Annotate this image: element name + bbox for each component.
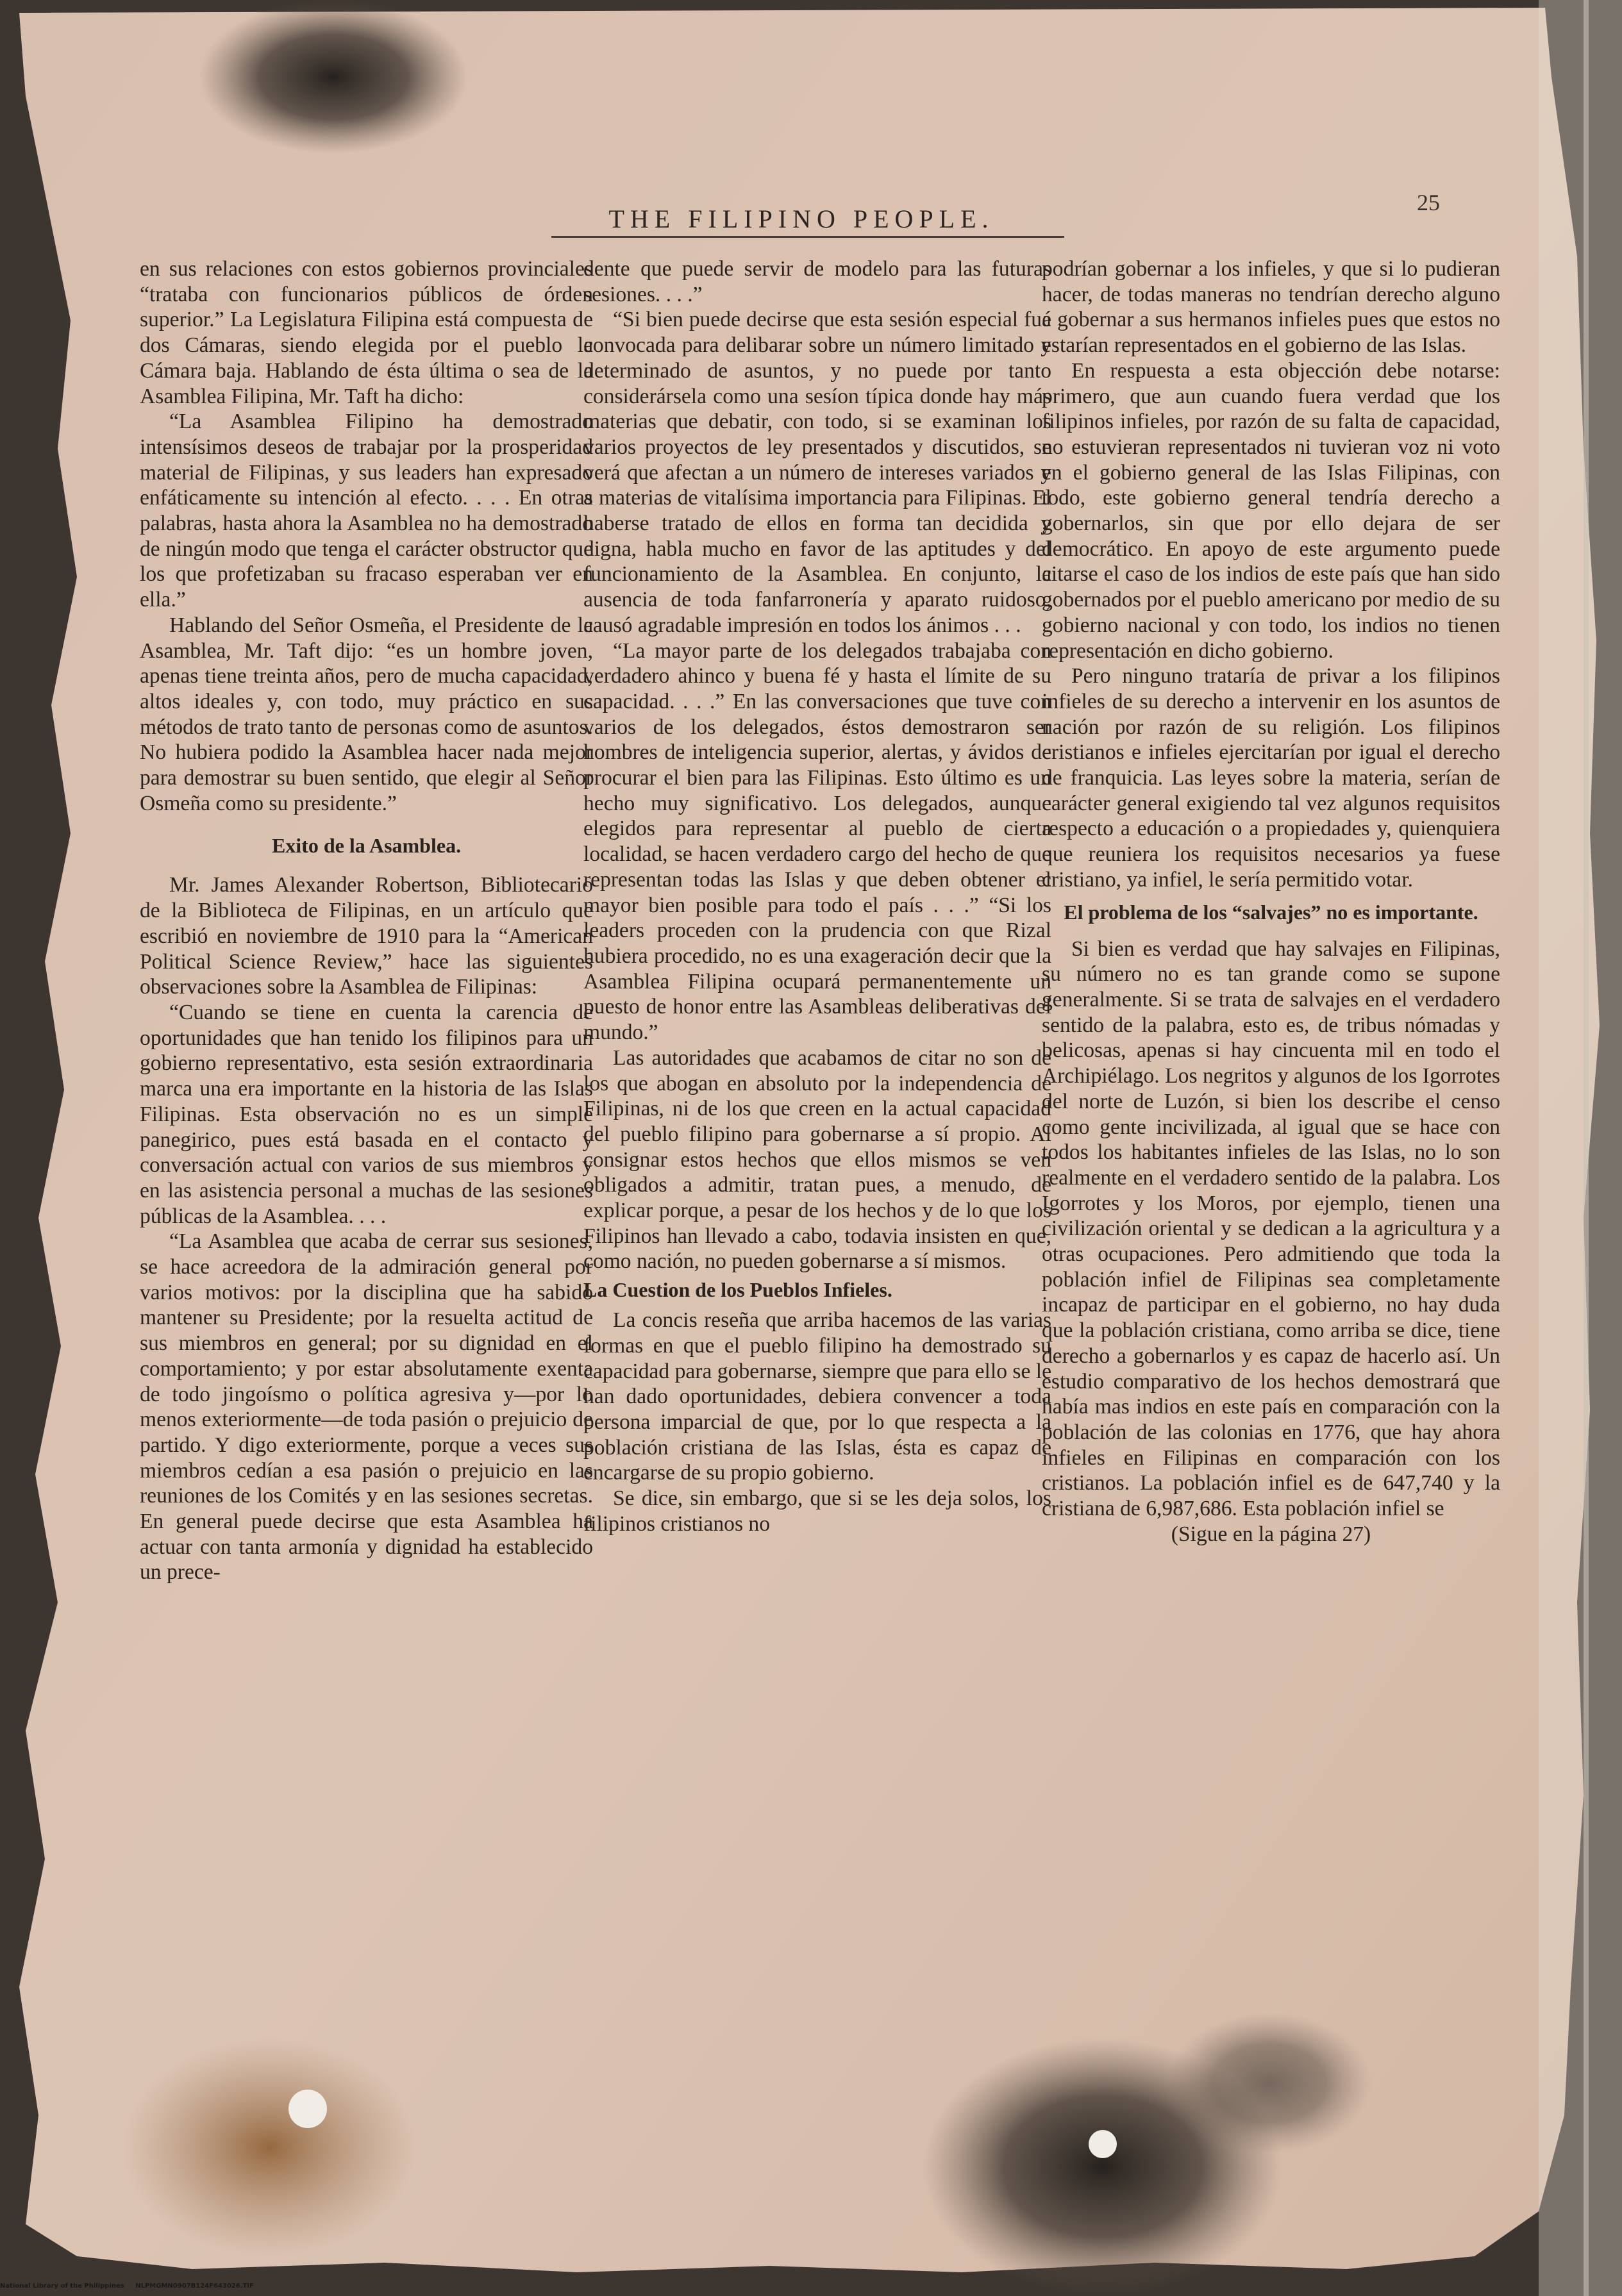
burn-mark-top-left [199,0,468,154]
section-heading: El problema de los “salvajes” no es importante. [1064,900,1478,924]
footer-library: National Library of the Philippines [0,2283,124,2290]
page-number: 25 [1417,190,1440,215]
col3-paragraph: Si bien es verdad que hay salvajes en Filipinas, su número no es tan grande como se supone generalmente. Si se trata de salvajes en el verdadero sentido de la palabra, esto es, de tribus nómadas y belicosas, apenas si hay cincuenta mil en todo el Archipiélago. Los negritos y algunos de los Igorrotes del norte de Luzón, si bien los describe el censo como gente incivilizada, al igual que se hace con todos los habitantes infieles de las Islas, no lo son realmente en el verdadero sentido de la palabra. Los Igorrotes y los Moros, por ejemplo, tienen una civilización oriental y se dedican a la agricultura y a otras ocupaciones. Pero admitiendo que toda la población infiel de Filipinas sea completamente incapaz de participar en el gobierno, no hay duda que la población cristiana, como arriba se dice, tiene derecho a gobernarlos y es capaz de hacerlo así. Un estudio comparativo de los hechos demostrará que había mas indios en este país en comparación con la población de las colonias en 1776, que hay ahora infieles en Filipinas en comparación con los cristianos. La población infiel es de 647,740 y la cristiana de 6,987,686. Esta población infiel se [1042,936,1500,1521]
col2-paragraph: “Si bien puede decirse que esta sesión especial fué convocada para delibarar sobre un número limitado y determinado de asuntos, y no puede por tanto considerársela como una sesíon típica donde hay más materias que debatir, con todo, si se examinan los varios proyectos de ley presentados y discutidos, se verá que afectan a un número de intereses variados y a materias de vitalísima importancia para Filipinas. El haberse tratado de ellos en forma tan decidida y digna, habla mucho en favor de las aptitudes y del funcionamiento de la Asamblea. En conjunto, la ausencia de toda fanfarronería y aparato ruidoso, causó agradable impresión en todos los ánimos . . . [583,308,1051,637]
burn-mark-bottom-left [122,2038,417,2256]
col2-paragraph: Se dice, sin embargo, que si se les deja solos, los filipinos cristianos no [583,1486,1051,1536]
column-2 [583,256,1051,1536]
column-3 [1042,256,1500,1547]
hole-bottom-left [288,2090,327,2128]
col1-paragraph: “Cuando se tiene en cuenta la carencia de oportunidades que han tenido los filipinos para un gobierno representativo, esta sesión extraordinaria marca una era importante en la historia de las Islas Filipinas. Esta observación no es un simple panegirico, pues está basada en el contacto y conversación actual con varios de sus miembros y en las asistencia personal a muchas de las sesiones públicas de la Asamblea. . . . [140,1000,593,1228]
col2-paragraph: Las autoridades que acabamos de citar no son de los que abogan en absoluto por la independencia de Filipinas, ni de los que creen en la actual capacidad del pueblo filipino para gobernarse a sí propio. Al consignar estos hechos que ellos mismos se ven obligados a admitir, tratan pues, a menudo, de explicar porque, a pesar de los hechos y de lo que los Filipinos han llevado a cabo, todavia insisten en que, como nación, no pueden gobernarse a sí mismos. [583,1045,1051,1274]
col1-paragraph: en sus relaciones con estos gobiernos provinciales “trataba con funcionarios públicos de órden superior.” La Legislatura Filipina está compuesta de dos Cámaras, siendo elegida por el pueblo la Cámara baja. Hablando de ésta última o sea de la Asamblea Filipina, Mr. Taft ha dicho: [140,257,593,408]
stain-bottom-right [1167,2013,1372,2154]
header-rule [551,236,1064,238]
footer-file: NLPMGMN0907B124F643026.TIF [135,2283,254,2290]
col3-paragraph: En respuesta a esta objección debe notarse: primero, que aun cuando fuera verdad que los filipinos infieles, por razón de su falta de capacidad, no estuvieran representados ni tuvieran voz ni voto en el gobierno general de las Islas Filipinas, con todo, este gobierno general tendría derecho a gobernarlos, sin que por ello dejara de ser democrático. En apoyo de este argumento puede citarse el caso de los indios de este país que han sido gobernados por el pueblo americano por medio de su gobierno nacional y con todo, los indios no tienen representación en dicho gobierno. [1042,358,1500,663]
page-header-title: THE FILIPINO PEOPLE. [608,204,994,233]
scan-footer [0,2283,263,2290]
col1-paragraph: “La Asamblea Filipino ha demostrado intensísimos deseos de trabajar por la prosperidad material de Filipinas, y sus leaders han expresado enfáticamente su intención al efecto. . . . En otras palabras, hasta ahora la Asamblea no ha demostrado de ningún modo que tenga el carácter obstructor que los que profetizaban su fracaso esperaban ver en ella.” [140,410,593,612]
continued-note: (Sigue en la página 27) [1171,1522,1371,1546]
col1-paragraph: Hablando del Señor Osmeña, el Presidente de la Asamblea, Mr. Taft dijo: “es un hombre joven, apenas tiene treinta años, pero de mucha capacidad, altos ideales y, con todo, muy práctico en sus métodos de trato tanto de personas como de asuntos. No hubiera podido la Asamblea hacer nada mejor para demostrar su buen sentido, que elegir al Señor Osmeña como su presidente.” [140,613,593,815]
col2-paragraph: La concis reseña que arriba hacemos de las varias formas en que el pueblo filipino ha demostrado su capacidad para gobernarse, siempre que para ello se le han dado oportunidades, debiera convencer a toda persona imparcial de que, por lo que respecta a la población cristiana de las Islas, ésta es capaz de encargarse de su propio gobierno. [583,1308,1051,1485]
col2-paragraph: “La mayor parte de los delegados trabajaba con verdadero ahinco y buena fé y hasta el límite de su capacidad. . . .” En las conversaciones que tuve con varios de los delegados, éstos demostraron ser hombres de inteligencia superior, alertas, y ávidos de procurar el bien para las Filipinas. Esto último es un hecho muy significativo. Los delegados, aunque elegidos para representar al pueblo de cierta localidad, se hacen verdadero cargo del hecho de que representan todas las Islas y que deben obtener el mayor bien posible para todo el país . . .” “Si los leaders proceden con la prudencia con que Rizal hubiera procedido, no es una exageración decir que la Asamblea Filipina ocupará permanentemente un puesto de honor entre las Asambleas deliberativas del mundo.” [583,638,1051,1045]
column-1 [140,256,593,1585]
section-heading: La Cuestion de los Pueblos Infieles. [583,1278,892,1302]
section-heading: Exito de la Asamblea. [271,834,462,858]
col3-paragraph: podrían gobernar a los infieles, y que si lo pudieran hacer, de todas maneras no tendrían derecho alguno a gobernar a sus hermanos infieles pues que estos no estarían representados en el gobierno de las Islas. [1042,257,1500,358]
col1-paragraph: Mr. James Alexander Robertson, Bibliotecario de la Biblioteca de Filipinas, en un artículo que escribió en noviembre de 1910 para la “American Political Science Review,” hace las siguientes observaciones sobre la Asamblea de Filipinas: [140,873,593,999]
hole-bottom-center [1089,2130,1117,2158]
col1-paragraph: “La Asamblea que acaba de cerrar sus sesiones, se hace acreedora de la admiración general por varios motivos: por la disciplina que ha sabido mantener su Presidente; por la resuelta actitud de sus miembros en general; por su dignidad en el comportamiento; y por estar absolutamente exenta de todo jingoísmo o política agresiva y—por lo menos exteriormente—de toda pasión o prejuicio de partido. Y digo exteriormente, porque a veces sus miembros cedían a esa pasión o prejuicio en las reuniones de los Comités y en las sesiones secretas. En general puede decirse que esta Asamblea ha actuar con tanta armonía y dignidad ha establecido un prece- [140,1229,593,1585]
col3-paragraph: Pero ninguno trataría de privar a los filipinos infieles de su derecho a intervenir en los asuntos de nación por razón de su religión. Los filipinos cristianos e infieles ejercitarían por igual el derecho de franquicia. Las leyes sobre la materia, serían de carácter general exigiendo tal vez algunos requisitos respecto a educación o a propiedades y, quienquiera que reuniera los requisitos necesarios ya fuese cristiano, ya infiel, le sería permitido votar. [1042,664,1500,892]
col2-paragraph: dente que puede servir de modelo para las futuras sesiones. . . .” [583,257,1051,306]
